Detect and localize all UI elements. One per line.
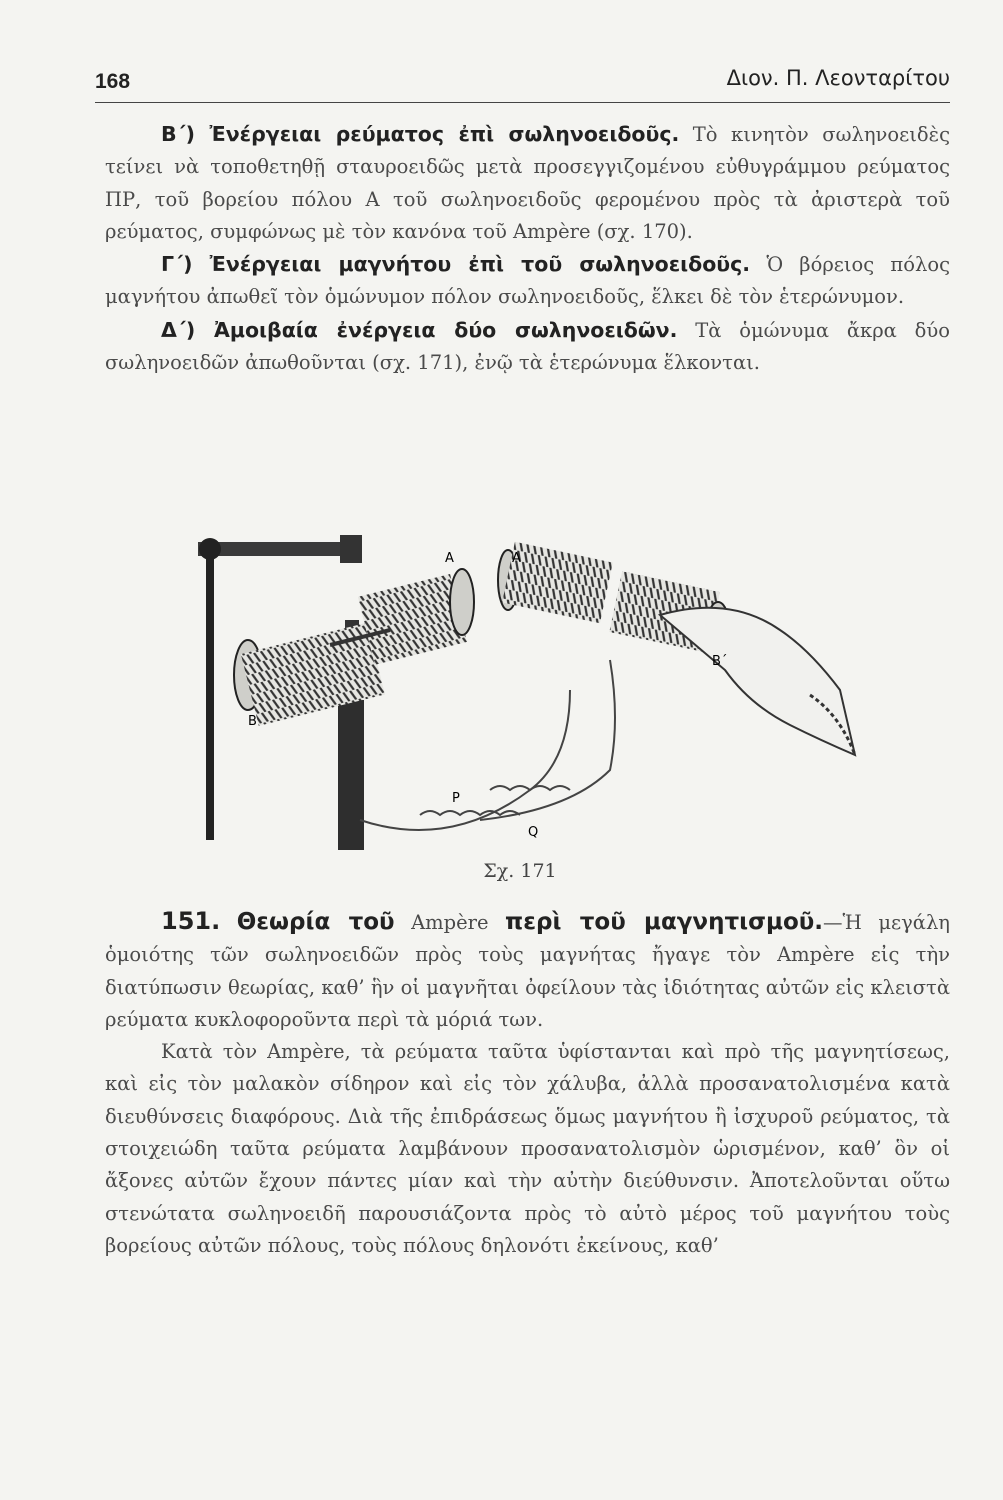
paragraph-151 — [105, 905, 950, 1036]
running-header — [95, 62, 950, 103]
page-number: 168 — [95, 70, 131, 93]
paragraph-section-b — [105, 118, 950, 248]
heading-section-c: Γ΄) Ἐνέργειαι μαγνήτου ἐπὶ τοῦ σωληνοειδοῦς. — [161, 252, 751, 277]
section-151-body: —Ἡ μεγάλη ὁμοιότης τῶν σωληνοειδῶν πρὸς τοὺς μαγνήτας ἤγαγε τὸν Ampère εἰς τὴν διατύπωσιν θεωρίας, καθ’ ἣν οἱ μαγνῆται ὀφείλουν τὰς ἰδιότητας αὐτῶν εἰς κλειστὰ ρεύματα κυκλοφοροῦντα περὶ τὰ μόριά των. — [105, 911, 950, 1031]
label-b-left: Β — [248, 714, 257, 729]
heading-section-d: Δ΄) Ἀμοιβαία ἐνέργεια δύο σωληνοειδῶν. — [161, 317, 678, 342]
section-c-body: Ὁ βόρειος πόλος μαγνήτου ἀπωθεῖ τὸν ὁμώνυμον πόλον σωληνοειδοῦς, ἕλκει δὲ τὸν ἑτερώνυμον. — [105, 253, 950, 309]
paragraph-section-c — [105, 248, 950, 314]
upper-text — [105, 118, 950, 379]
solenoid-illustration — [190, 520, 870, 855]
lower-text — [105, 905, 950, 1262]
figure-caption: Σχ. 171 — [483, 860, 557, 882]
running-author: Διον. Π. Λεονταρίτου — [726, 66, 950, 90]
label-p: Ρ — [452, 791, 460, 806]
paragraph-ampere-theory: Κατὰ τὸν Ampère, τὰ ρεύματα ταῦτα ὑφίστανται καὶ πρὸ τῆς μαγνητίσεως, καὶ εἰς τὸν μαλακὸν σίδηρον καὶ εἰς τὸν χάλυβα, ἀλλὰ προσανατολισμένα κατὰ διευθύνσεις διαφόρους. Διὰ τῆς ἐπιδράσεως ὅμως μαγνήτου ἢ ἰσχυροῦ ρεύματος, τὰ στοιχειώδη ταῦτα ρεύματα λαμβάνουν προσανατολισμὸν ὡρισμένον, καθ’ ὃν οἱ ἄξονες αὐτῶν ἔχουν πάντες μίαν καὶ τὴν αὐτὴν διεύθυνσιν. Ἀποτελοῦνται οὕτω στενώτατα σωληνοειδῆ παρουσιάζοντα πρὸς τὸ αὐτὸ μέρος τοῦ μαγνήτου τοὺς βορείους αὐτῶν πόλους, τοὺς πόλους δηλονότι ἐκείνους, καθ’ — [105, 1040, 950, 1257]
section-b-body: Τὸ κινητὸν σωληνοειδὲς τείνει νὰ τοποθετηθῇ σταυροειδῶς μετὰ προσεγγιζομένου εὐθυγράμμου ρεύματος ΠΡ, τοῦ βορείου πόλου Α τοῦ σωληνοειδοῦς φερομένου πρὸς τὰ ἀριστερὰ τοῦ ρεύματος, συμφώνως μὲ τὸν κανόνα τοῦ Ampère (σχ. 170). — [105, 123, 950, 243]
heading-section-b: Β΄) Ἐνέργειαι ρεύματος ἐπὶ σωληνοειδοῦς. — [161, 122, 680, 146]
paragraph-section-d — [105, 314, 950, 380]
label-a-left: Α — [445, 551, 454, 566]
hand-drawing — [660, 608, 855, 755]
section-title-part1: Θεωρία τοῦ — [236, 909, 395, 935]
section-title-name: Ampère — [411, 911, 489, 934]
label-q: Q — [528, 825, 539, 840]
section-number: 151. — [161, 907, 221, 935]
label-a-right: Α — [512, 551, 521, 566]
wires — [360, 660, 615, 830]
section-d-body: Τὰ ὁμώνυμα ἄκρα δύο σωληνοειδῶν ἀπωθοῦνται (σχ. 171), ἐνῷ τὰ ἑτερώνυμα ἕλκονται. — [105, 318, 950, 375]
section-title-part2: περὶ τοῦ μαγνητισμοῦ. — [505, 909, 824, 935]
label-b-right: Β΄ — [712, 654, 728, 669]
